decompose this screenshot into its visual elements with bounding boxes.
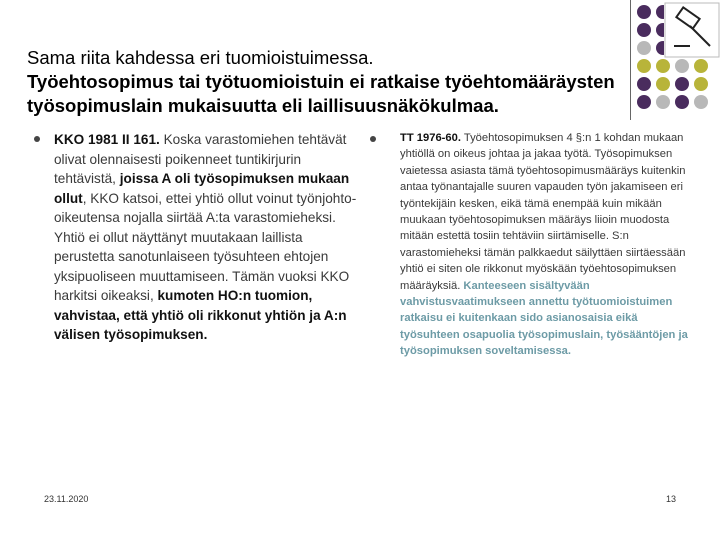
slide-title	[27, 46, 717, 118]
footer-date: 23.11.2020	[44, 494, 89, 504]
text-emphasis: joissa A oli työsopimuksen mukaan ollut	[54, 171, 350, 206]
bullet-icon	[370, 136, 376, 142]
case-reference: KKO 1981 II 161.	[54, 132, 160, 147]
slide-number: 13	[666, 494, 677, 504]
left-bullet-text	[54, 130, 364, 345]
decorative-dot	[637, 23, 651, 37]
right-bullet-text	[400, 130, 700, 360]
text-emphasis: kumoten HO:n tuomion, vahvistaa, että yhtiö oli rikkonut yhtiön ja A:n välisen työsopimuksen.	[54, 288, 347, 342]
text-segment: , KKO katsoi, ettei yhtiö ollut voinut työnjohto-oikeutensa nojalla siirtää A:ta varastomieheksi. Yhtiö ei ollut näyttänyt muutakaan laillista perustetta sanotunlaiseen työsuhteen ehtojen yksipuoliseen muuttamiseen. Tämän vuoksi KKO harkitsi oikeaksi,	[54, 190, 357, 303]
title-line-1: Sama riita kahdessa eri tuomioistuimessa.	[27, 47, 374, 68]
decorative-dot	[637, 5, 651, 19]
title-line-2: Työehtosopimus tai työtuomioistuin ei ratkaise työehtomääräysten	[27, 71, 615, 92]
text-segment: Työehtosopimuksen 4 §:n 1 kohdan mukaan yhtiöllä on oikeus johtaa ja jakaa työtä. Työsopimuksen vaietessa asiasta tämä työehtosopimusmääräys kuitenkin antaa työnantajalle suuren vapauden työn jakamiseen eri työntekijäin kesken, eikä tämä enempää kuin mikään muukaan työehtosopimuksen määräys liioin muodosta mitään estettä tosiin tehtäviin siirtämiselle. S:n varastomieheksi tämän palkkaedut säilyttäen siirtäessään yhtiö ei siten ole rikkonut myöskään työehtosopimuksen määräyksiä.	[400, 132, 686, 292]
text-segment: Koska varastomiehen tehtävät olivat olennaisesti poikenneet tuntikirjurin tehtävistä,	[54, 132, 347, 186]
bullet-icon	[34, 136, 40, 142]
title-line-3: työsopimuslain mukaisuutta eli laillisuusnäkökulmaa.	[27, 95, 499, 116]
case-reference: TT 1976-60.	[400, 132, 461, 144]
text-highlight: Kanteeseen sisältyvään vahvistusvaatimukseen annettu työtuomioistuimen ratkaisu ei kuitenkaan sido asianosaisia eikä työsuhteen osapuolia työsopimuslain, työsääntöjen ja työsopimuksen soveltamisessa.	[400, 279, 688, 358]
